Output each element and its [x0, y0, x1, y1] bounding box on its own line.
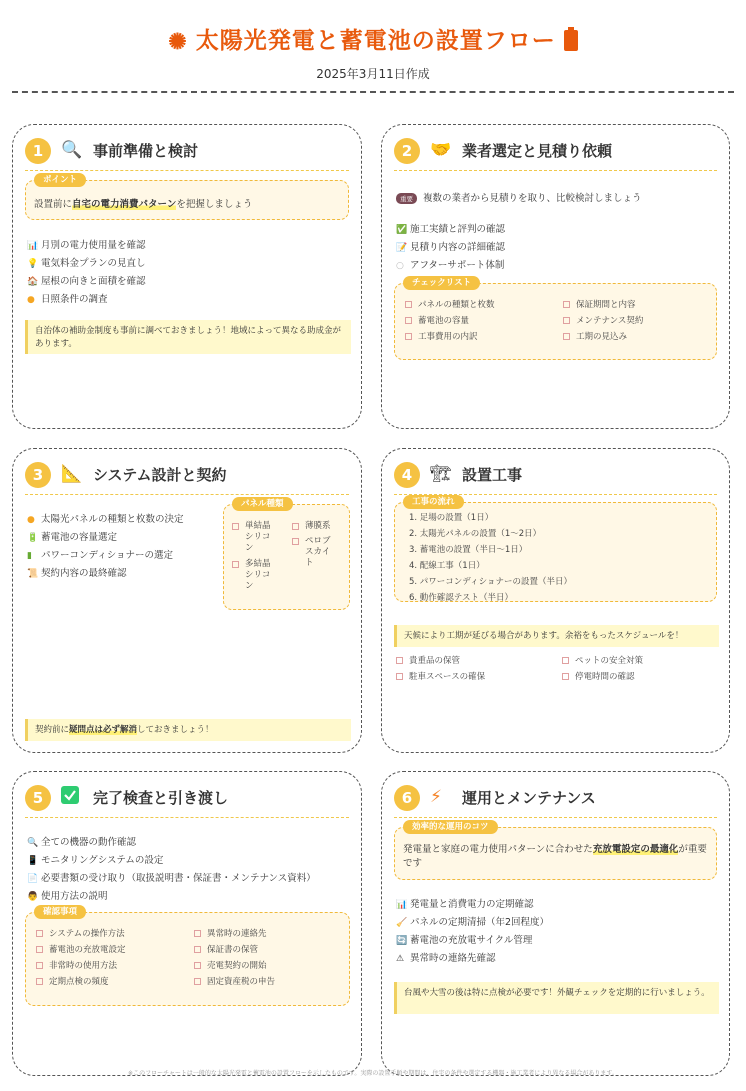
- list-item: 🔋 蓄電池の容量選定: [27, 532, 118, 543]
- checklist-item[interactable]: 工期の見込み: [563, 330, 627, 342]
- point-box: [25, 175, 349, 220]
- work-step: 2. 太陽光パネルの設置（1〜2日）: [409, 529, 542, 539]
- maintenance-note: 台風や大雪の後は特に点検が必要です！外観チェックを定期的に行いましょう。: [394, 982, 719, 1014]
- contract-note: 契約前に疑問点は必ず解消しておきましょう！: [25, 719, 351, 741]
- tip-tag: 効率的な運用のコツ: [403, 820, 498, 834]
- important-badge: 重要: [396, 193, 417, 204]
- work-flow-tag: 工事の流れ: [403, 495, 464, 509]
- list-item: 🏠 屋根の向きと面積を確認: [27, 276, 146, 287]
- chart-icon: 📊: [396, 900, 408, 910]
- work-flow-box: [394, 497, 717, 603]
- list-item: 📝 見積り内容の詳細確認: [396, 242, 506, 253]
- scroll-icon: 📜: [27, 569, 39, 579]
- step-number: 3: [25, 462, 51, 488]
- list-item: 🧹 パネルの定期清掃（年2回程度）: [396, 917, 550, 928]
- confirm-box: [25, 907, 350, 1006]
- panel-option-mono[interactable]: 単結晶 シリコ ン: [232, 521, 271, 554]
- work-step: 4. 配線工事（1日）: [409, 561, 485, 571]
- step-card-5: [12, 771, 362, 1076]
- list-item: ✅ 施工実績と評判の確認: [396, 224, 506, 235]
- checklist-item[interactable]: 定期点検の頻度: [36, 975, 109, 987]
- list-item: 🔄 蓄電池の充放電サイクル管理: [396, 935, 533, 946]
- point-text: 設置前に自宅の電力消費パターンを把握しましょう: [34, 199, 253, 210]
- checklist-item[interactable]: 保証期間と内容: [563, 298, 636, 310]
- step-title: 運用とメンテナンス: [462, 789, 596, 807]
- battery-icon: 🔋: [27, 533, 39, 543]
- step-card-2: [381, 124, 730, 429]
- work-step: 5. パワーコンディショナーの設置（半日）: [409, 577, 572, 587]
- lightbulb-icon: 💡: [27, 259, 39, 269]
- panel-option-thin-film[interactable]: 薄膜系: [292, 521, 331, 532]
- step-title: 完了検査と引き渡し: [93, 789, 229, 807]
- plug-icon: ▮: [27, 551, 32, 561]
- checklist-item[interactable]: 異常時の連絡先: [194, 927, 267, 939]
- work-step: 3. 蓄電池の設置（半日〜1日）: [409, 545, 528, 555]
- checklist-item[interactable]: ペットの安全対策: [562, 654, 643, 666]
- important-lead: 重要 複数の業者から見積りを取り、比較検討しましょう: [396, 190, 642, 204]
- brush-icon: 🧹: [396, 918, 408, 928]
- crane-icon: 🏗: [430, 464, 452, 484]
- panel-type-box: [223, 499, 350, 610]
- list-item: 🔍 全ての機器の動作確認: [27, 837, 137, 848]
- checklist-item[interactable]: メンテナンス契約: [563, 314, 643, 326]
- panel-type-tag: パネル種類: [232, 497, 293, 511]
- check-box-icon: [61, 786, 79, 810]
- step-card-3: [12, 448, 362, 753]
- creation-date: 2025年3月11日作成: [316, 67, 430, 81]
- list-item: ● 日照条件の調査: [27, 294, 108, 305]
- checklist-item[interactable]: 工事費用の内訳: [405, 330, 478, 342]
- checkmark-icon: ✅: [396, 225, 408, 235]
- list-item: 📊 月別の電力使用量を確認: [27, 240, 146, 251]
- step-header: [25, 784, 349, 818]
- step-number: 4: [394, 462, 420, 488]
- list-item: 📜 契約内容の最終確認: [27, 568, 127, 579]
- step-number: 1: [25, 138, 51, 164]
- checklist-item[interactable]: 非常時の使用方法: [36, 959, 117, 971]
- handshake-icon: 🤝: [430, 140, 452, 160]
- magnifier-icon: 🔍: [61, 140, 83, 160]
- checklist-item[interactable]: 蓄電池の容量: [405, 314, 469, 326]
- phone-icon: 📱: [27, 856, 39, 866]
- step-number: 6: [394, 785, 420, 811]
- cycle-icon: 🔄: [396, 936, 408, 946]
- battery-icon: [564, 27, 578, 57]
- page-title: ✺ 太陽光発電と蓄電池の設置フロー: [0, 22, 746, 57]
- checklist-item[interactable]: システムの操作方法: [36, 927, 125, 939]
- sun-icon: ●: [27, 295, 35, 305]
- step-number: 2: [394, 138, 420, 164]
- tip-text: 発電量と家庭の電力使用パターンに合わせた充放電設定の最適化が重要です: [403, 844, 707, 869]
- checklist-item[interactable]: 停電時間の確認: [562, 670, 635, 682]
- checklist-box: [394, 278, 717, 360]
- step-card-4: [381, 448, 730, 753]
- step-header: [394, 137, 717, 171]
- point-tag: ポイント: [34, 173, 86, 187]
- footer-disclaimer: ※このフローチャートは一般的な太陽光発電と蓄電池の設置フローを示したものです。実際の設置手順や期間は、住宅の条件や選定する機器・施工業者により異なる場合があります。: [128, 1070, 618, 1077]
- list-item: ⚠ 異常時の連絡先確認: [396, 953, 496, 964]
- step-header: [394, 461, 717, 495]
- checklist-item[interactable]: パネルの種類と枚数: [405, 298, 495, 310]
- checklist-item[interactable]: 固定資産税の申告: [194, 975, 275, 987]
- panel-option-poly[interactable]: 多結晶 シリコ ン: [232, 559, 271, 592]
- step-title: 設置工事: [462, 466, 523, 484]
- warning-icon: ⚠: [396, 954, 405, 964]
- list-item: 📊 発電量と消費電力の定期確認: [396, 899, 534, 910]
- step-card-6: [381, 771, 730, 1076]
- step-number: 5: [25, 785, 51, 811]
- work-step: 1. 足場の設置（1日）: [409, 513, 494, 523]
- step-card-1: [12, 124, 362, 429]
- checklist-item[interactable]: 売電契約の開始: [194, 959, 267, 971]
- magnifier-icon: 🔍: [27, 838, 39, 848]
- panel-option-perovskite[interactable]: ペロブ スカイ ト: [292, 536, 331, 569]
- work-step: 6. 動作確認テスト（半日）: [409, 593, 513, 603]
- weather-note: 天候により工期が延びる場合があります。余裕をもったスケジュールを！: [394, 625, 719, 647]
- page-header: [0, 0, 746, 96]
- document-icon: 📝: [396, 243, 408, 253]
- lightning-icon: ⚡: [430, 787, 442, 807]
- checklist-tag: チェックリスト: [403, 276, 480, 290]
- checklist-item[interactable]: 蓄電池の充放電設定: [36, 943, 126, 955]
- header-divider: [12, 91, 734, 93]
- speech-bubble-icon: ○: [396, 261, 404, 271]
- list-item: ▮ パワーコンディショナーの選定: [27, 550, 174, 561]
- step-title: 事前準備と検討: [93, 142, 199, 160]
- step-header: [25, 461, 349, 495]
- subsidy-note: 自治体の補助金制度も事前に調べておきましょう！地域によって異なる助成金があります。: [25, 320, 351, 354]
- list-item: 📄 必要書類の受け取り（取扱説明書・保証書・メンテナンス資料）: [27, 873, 316, 884]
- house-icon: 🏠: [27, 277, 39, 287]
- sun-icon: ✺: [168, 29, 188, 55]
- triangle-ruler-icon: 📐: [61, 464, 83, 484]
- list-item: 💡 電気料金プランの見直し: [27, 258, 146, 269]
- list-item: ○ アフターサポート体制: [396, 260, 505, 271]
- teacher-icon: 👨: [27, 892, 39, 902]
- step-header: [25, 137, 349, 171]
- step-title: システム設計と契約: [93, 466, 227, 484]
- document-icon: 📄: [27, 874, 39, 884]
- list-item: 📱 モニタリングシステムの設定: [27, 855, 164, 866]
- step-title: 業者選定と見積り依頼: [462, 142, 613, 160]
- checklist-item[interactable]: 駐車スペースの確保: [396, 670, 485, 682]
- sun-icon: ●: [27, 515, 35, 525]
- checklist-item[interactable]: 保証書の保管: [194, 943, 258, 955]
- list-item: ● 太陽光パネルの種類と枚数の決定: [27, 514, 184, 525]
- checklist-item[interactable]: 貴重品の保管: [396, 654, 460, 666]
- tip-box: [394, 822, 717, 880]
- confirm-tag: 確認事項: [34, 905, 86, 919]
- list-item: 👨 使用方法の説明: [27, 891, 108, 902]
- step-header: [394, 784, 717, 818]
- chart-icon: 📊: [27, 241, 39, 251]
